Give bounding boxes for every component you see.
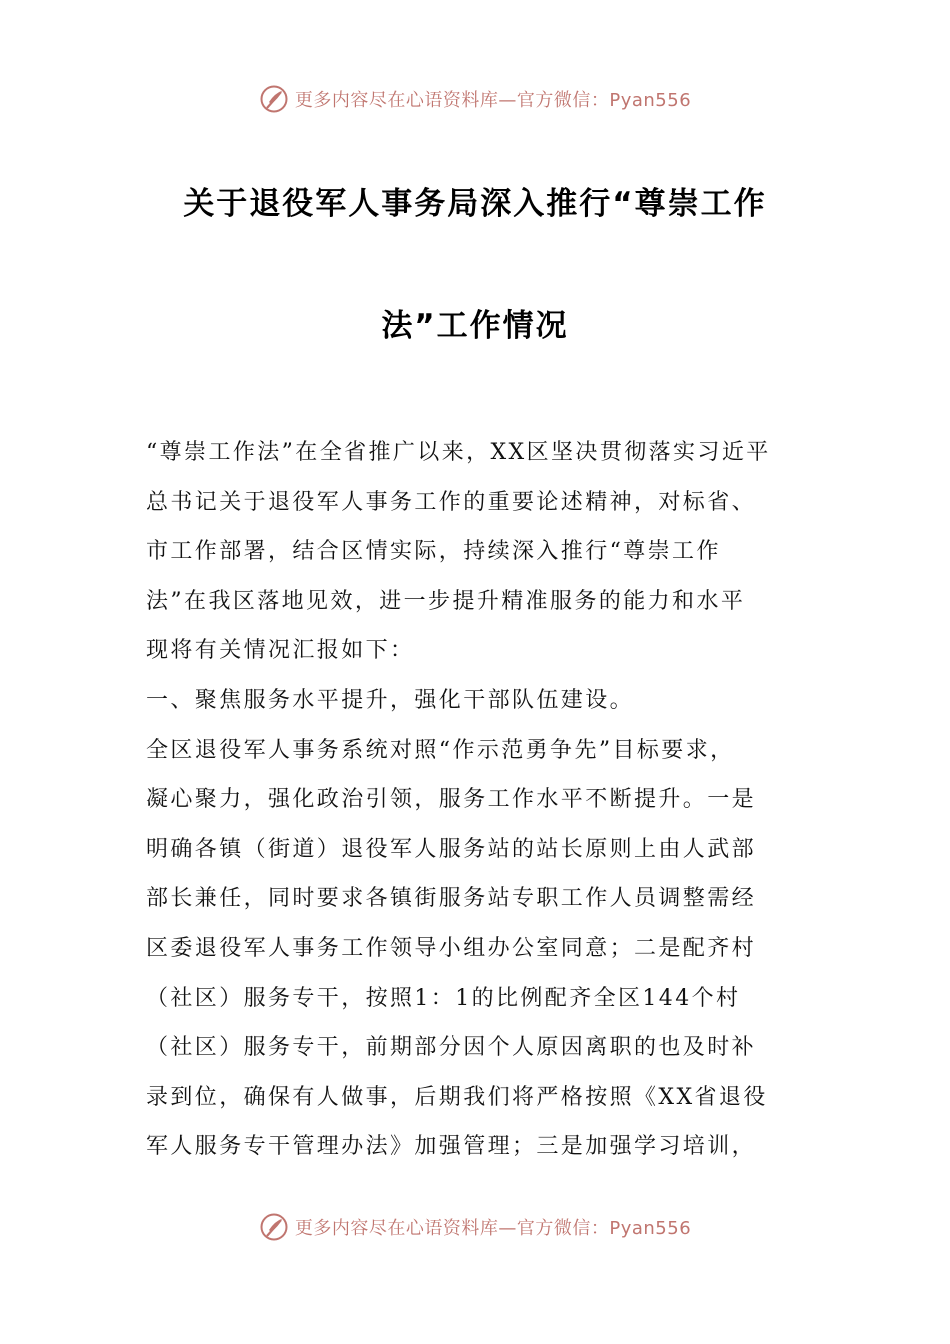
- body-line: 现将有关情况汇报如下：: [146, 638, 415, 664]
- document-body: [146, 428, 806, 1172]
- body-line: 部长兼任，同时要求各镇街服务站专职工作人员调整需经: [146, 886, 757, 912]
- quill-logo-icon: [259, 1212, 289, 1242]
- body-line: （社区）服务专干，前期部分因个人原因离职的也及时补: [146, 1035, 757, 1061]
- body-line: （社区）服务专干，按照1：1的比例配齐全区144个村: [146, 985, 741, 1011]
- header-watermark: [0, 84, 950, 114]
- body-line: 全区退役军人事务系统对照“作示范勇争先”目标要求，: [146, 737, 735, 763]
- body-line: 区委退役军人事务工作领导小组办公室同意；二是配齐村: [146, 935, 757, 961]
- watermark-text: 更多内容尽在心语资料库—官方微信：Pyan556: [294, 90, 692, 111]
- body-line: 凝心聚力，强化政治引领，服务工作水平不断提升。一是: [146, 787, 757, 813]
- quill-logo-icon: [259, 84, 289, 114]
- footer-watermark: [0, 1212, 950, 1242]
- body-line: “尊崇工作法”在全省推广以来，XX区坚决贯彻落实习近平: [146, 440, 771, 465]
- document-title-line-1: 关于退役军人事务局深入推行“尊崇工作: [183, 186, 767, 222]
- section-heading: 一、聚焦服务水平提升，强化干部队伍建设。: [146, 687, 635, 713]
- body-line: 明确各镇（街道）退役军人服务站的站长原则上由人武部: [146, 836, 757, 862]
- body-line: 军人服务专干管理办法》加强管理；三是加强学习培训，: [146, 1134, 757, 1160]
- body-line: 总书记关于退役军人事务工作的重要论述精神，对标省、: [146, 489, 757, 515]
- body-line: 录到位，确保有人做事，后期我们将严格按照《XX省退役: [146, 1084, 768, 1110]
- watermark-text: 更多内容尽在心语资料库—官方微信：Pyan556: [294, 1218, 692, 1239]
- body-line: 法”在我区落地见效，进一步提升精准服务的能力和水平: [146, 588, 746, 614]
- document-title-line-2: 法”工作情况: [381, 308, 569, 344]
- body-line: 市工作部署，结合区情实际，持续深入推行“尊崇工作: [146, 539, 721, 565]
